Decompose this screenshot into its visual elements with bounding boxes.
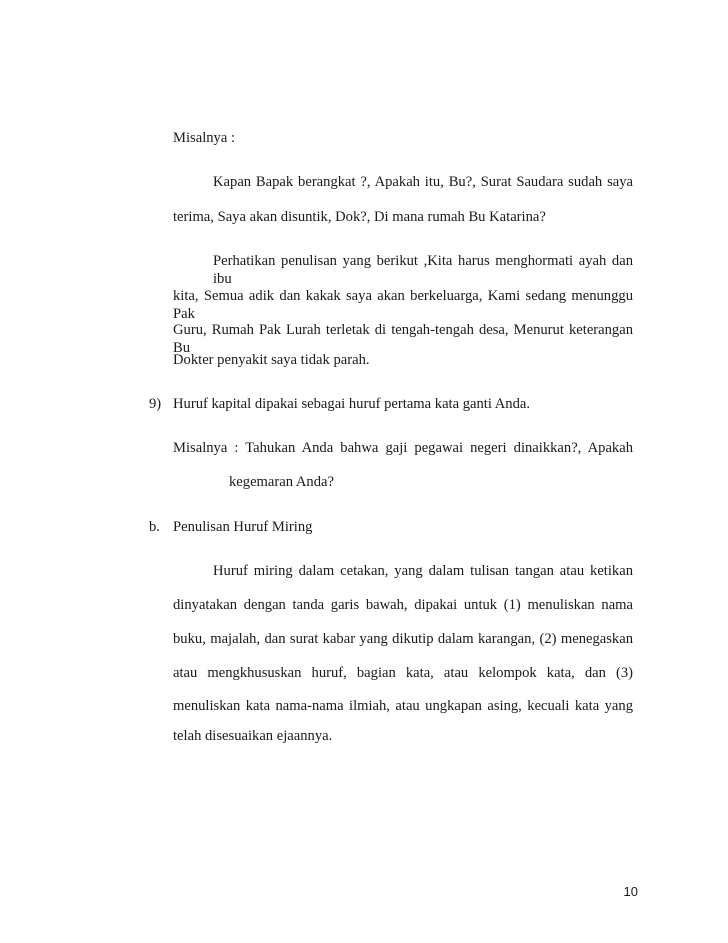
paragraph-line: Guru, Rumah Pak Lurah terletak di tengah-tengah desa, Menurut keterangan Bu: [173, 322, 633, 356]
section-b-heading: Penulisan Huruf Miring: [173, 519, 313, 535]
paragraph-line: menuliskan kata nama-nama ilmiah, atau ungkapan asing, kecuali kata yang: [173, 698, 633, 714]
example-line: terima, Saya akan disuntik, Dok?, Di mana rumah Bu Katarina?: [173, 209, 546, 225]
paragraph-line: kita, Semua adik dan kakak saya akan berkeluarga, Kami sedang menunggu Pak: [173, 288, 633, 322]
paragraph-line: buku, majalah, dan surat kabar yang dikutip dalam karangan, (2) menegaskan: [173, 631, 633, 647]
page-number: 10: [623, 884, 638, 899]
rule-9-example: Misalnya : Tahukan Anda bahwa gaji pegawai negeri dinaikkan?, Apakah: [173, 440, 633, 456]
list-marker-9: 9): [149, 396, 162, 412]
example-line: Kapan Bapak berangkat ?, Apakah itu, Bu?, Surat Saudara sudah saya: [213, 174, 633, 190]
list-marker-b: b.: [149, 519, 160, 535]
paragraph-line: dinyatakan dengan tanda garis bawah, dipakai untuk (1) menuliskan nama: [173, 597, 633, 613]
paragraph-line: Dokter penyakit saya tidak parah.: [173, 352, 370, 368]
paragraph-line: Perhatikan penulisan yang berikut ,Kita harus menghormati ayah dan ibu: [213, 253, 633, 287]
rule-9-text: Huruf kapital dipakai sebagai huruf pertama kata ganti Anda.: [173, 396, 531, 412]
misalnya-label: Misalnya :: [173, 130, 236, 146]
rule-9-example: kegemaran Anda?: [229, 474, 334, 490]
paragraph-line: Huruf miring dalam cetakan, yang dalam tulisan tangan atau ketikan: [213, 563, 633, 579]
paragraph-line: telah disesuaikan ejaannya.: [173, 728, 333, 744]
paragraph-line: atau mengkhususkan huruf, bagian kata, atau kelompok kata, dan (3): [173, 665, 633, 681]
